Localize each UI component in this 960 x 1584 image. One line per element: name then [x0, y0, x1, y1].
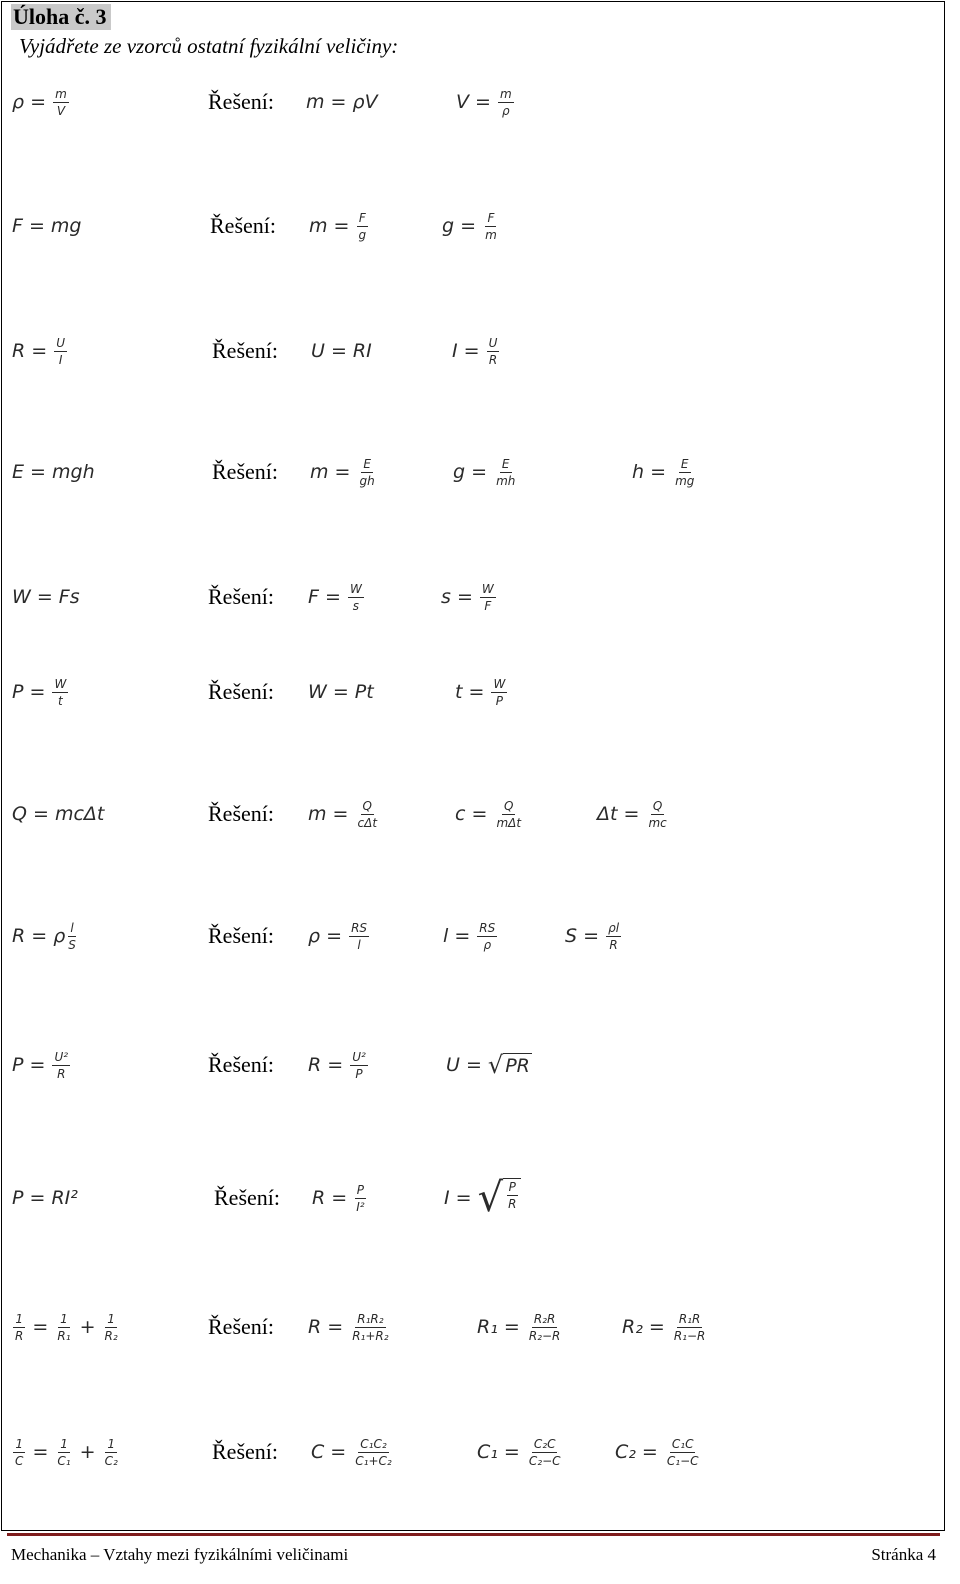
- solution-2: R₁ = $\frac{\text{R₂R}}{\text{R₂−R}}$: [477, 1311, 561, 1343]
- solution-2: g = $\frac{F}{m}$: [442, 210, 497, 242]
- formula-row: [0, 1422, 944, 1482]
- page-number: Stránka 4: [871, 1545, 936, 1564]
- solution-label: Řešení:: [208, 584, 274, 609]
- solution-2: U = √ PR: [446, 1051, 530, 1079]
- solution-1: C = $\frac{\text{C₁C₂}}{\text{C₁+C₂}}$: [311, 1436, 392, 1468]
- solution-label: Řešení:: [208, 801, 274, 826]
- formula: Q = mcΔt: [12, 803, 105, 825]
- solution-label: Řešení:: [214, 1185, 280, 1210]
- formula: $\frac{1}{C}$ = $\frac{1}{\text{C₁}}$ + $\frac{1}{\text{C₂}}$: [15, 1436, 118, 1468]
- solution-1: R = $\frac{P}{\text{I²}}$: [312, 1182, 365, 1214]
- square-root: √ $\frac{P}{R}$: [478, 1178, 522, 1218]
- formula: F = mg: [12, 215, 82, 237]
- solution-2: I = $\frac{U}{R}$: [452, 335, 498, 367]
- formula: R = ρ $\frac{l}{S}$: [12, 920, 76, 952]
- solution-label: Řešení:: [208, 923, 274, 948]
- solution-3: R₂ = $\frac{\text{R₁R}}{\text{R₁−R}}$: [622, 1311, 706, 1343]
- solution-1: W = Pt: [308, 681, 374, 703]
- formula: E = mgh: [12, 461, 95, 483]
- solution-2: c = $\frac{Q}{\text{mΔt}}$: [455, 798, 522, 830]
- formula-row: [0, 1168, 944, 1228]
- formula-row: [0, 196, 944, 256]
- solution-label: Řešení:: [212, 1439, 278, 1464]
- solution-label: Řešení:: [212, 338, 278, 363]
- solution-label: Řešení:: [208, 679, 274, 704]
- solution-2: s = $\frac{W}{F}$: [441, 581, 494, 613]
- formula-row: [0, 442, 944, 502]
- formula: ρ = $\frac{m}{V}$: [12, 86, 67, 118]
- solution-1: ρ = $\frac{RS}{l}$: [308, 920, 368, 952]
- formula: P = RI²: [12, 1187, 78, 1209]
- formula-row: [0, 567, 944, 627]
- solution-1: R = $\frac{\text{U²}}{P}$: [308, 1049, 366, 1081]
- solution-2: V = $\frac{m}{\rho}$: [456, 86, 512, 118]
- solution-label: Řešení:: [208, 1052, 274, 1077]
- footer-title: Mechanika – Vztahy mezi fyzikálními veličinami: [11, 1545, 349, 1564]
- solution-1: m = ρV: [306, 91, 378, 113]
- solution-1: m = $\frac{Q}{\text{cΔt}}$: [308, 798, 378, 830]
- solution-3: C₂ = $\frac{\text{C₁C}}{\text{C₁−C}}$: [615, 1436, 699, 1468]
- formula: R = $\frac{U}{I}$: [12, 335, 66, 367]
- formula: $\frac{1}{R}$ = $\frac{1}{\text{R₁}}$ + $\frac{1}{\text{R₂}}$: [15, 1311, 118, 1343]
- solution-1: U = RI: [311, 340, 372, 362]
- solution-1: m = $\frac{E}{gh}$: [310, 456, 375, 488]
- formula: P = $\frac{\text{U²}}{R}$: [12, 1049, 69, 1081]
- solution-3: S = $\frac{\rho l}{R}$: [565, 920, 620, 952]
- solution-label: Řešení:: [212, 459, 278, 484]
- square-root: √ PR: [487, 1051, 530, 1079]
- solution-2: t = $\frac{W}{P}$: [455, 676, 506, 708]
- solution-label: Řešení:: [208, 89, 274, 114]
- solution-2: l = $\frac{RS}{\rho}$: [443, 920, 496, 952]
- solution-2: C₁ = $\frac{\text{C₂C}}{\text{C₂−C}}$: [477, 1436, 561, 1468]
- formula-row: [0, 1035, 944, 1095]
- solution-3: Δt = $\frac{Q}{mc}$: [597, 798, 667, 830]
- formula: W = Fs: [12, 586, 80, 608]
- solution-1: m = $\frac{F}{g}$: [309, 210, 367, 242]
- solution-label: Řešení:: [208, 1314, 274, 1339]
- solution-3: h = $\frac{E}{mg}$: [632, 456, 695, 488]
- footer-divider: [7, 1533, 940, 1536]
- formula: P = $\frac{W}{t}$: [12, 676, 67, 708]
- formula-row: [0, 1297, 944, 1357]
- solution-label: Řešení:: [210, 213, 276, 238]
- task-instruction: Vyjádřete ze vzorců ostatní fyzikální veličiny:: [19, 34, 399, 58]
- solution-2: g = $\frac{E}{mh}$: [453, 456, 516, 488]
- solution-1: R = $\frac{\text{R₁R₂}}{\text{R₁+R₂}}$: [308, 1311, 389, 1343]
- formula-row: [0, 662, 944, 722]
- formula-row: [0, 906, 944, 966]
- formula-row: [0, 784, 944, 844]
- task-heading: Úloha č. 3: [11, 4, 111, 30]
- formula-row: [0, 321, 944, 381]
- solution-1: F = $\frac{W}{s}$: [308, 581, 362, 613]
- solution-2: I = √ $\frac{P}{R}$: [444, 1168, 521, 1228]
- formula-row: [0, 72, 944, 132]
